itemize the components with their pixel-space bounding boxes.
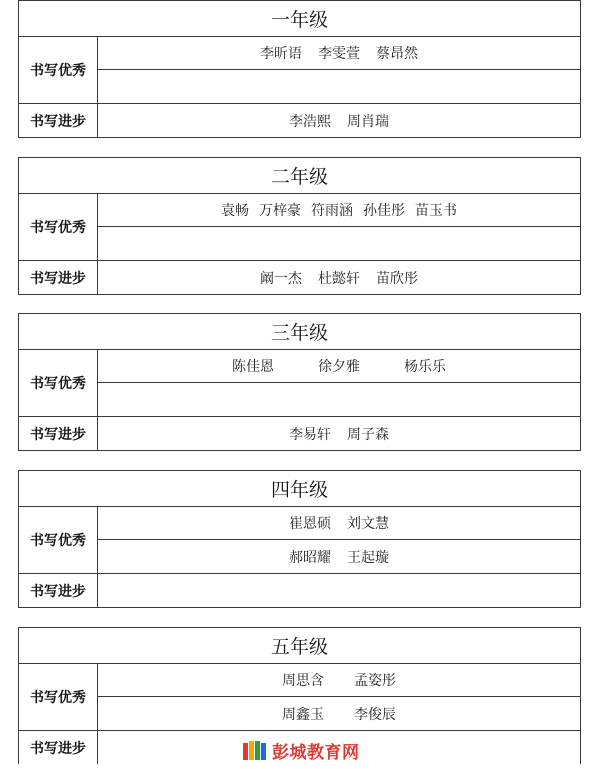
row-label: 书写优秀: [19, 37, 98, 103]
name-lines: [98, 664, 580, 730]
book-logo-icon: [242, 740, 268, 762]
name-lines: [98, 261, 580, 294]
grade-title: 五年级: [19, 628, 580, 664]
student-name: 周子森: [347, 426, 389, 443]
empty-line: [98, 70, 580, 103]
student-name: 周肖瑞: [347, 113, 389, 130]
student-name: 李易轩: [289, 426, 331, 443]
grade-section: [18, 470, 581, 608]
student-name: 李雯萱: [318, 46, 360, 62]
excellent-row: [19, 194, 580, 261]
excellent-row: [19, 350, 580, 417]
empty-line: [98, 383, 580, 416]
watermark-text: 彭城教育网: [272, 743, 360, 763]
name-line: [98, 417, 580, 450]
book-logo-orange: [249, 741, 254, 760]
watermark: [242, 738, 360, 763]
progress-row: [19, 574, 580, 607]
excellent-row: [19, 37, 580, 104]
student-name: 王起璇: [347, 549, 389, 566]
name-lines: [98, 37, 580, 103]
row-label: 书写优秀: [19, 350, 98, 416]
empty-line: [98, 574, 580, 607]
row-label: 书写优秀: [19, 664, 98, 730]
row-label: 书写优秀: [19, 194, 98, 260]
student-name: 李浩熙: [289, 113, 331, 130]
row-label: 书写进步: [19, 574, 98, 607]
row-label: 书写进步: [19, 261, 98, 294]
student-name: 孟姿彤: [354, 673, 396, 689]
progress-row: [19, 104, 580, 137]
student-name: 阚一杰: [260, 270, 302, 287]
student-name: 蔡昂然: [376, 46, 418, 62]
progress-row: [19, 261, 580, 294]
student-name: 万梓豪: [259, 203, 301, 219]
student-name: 李俊辰: [354, 706, 396, 723]
name-line: [98, 664, 580, 697]
name-line: [98, 261, 580, 294]
grade-title: 二年级: [19, 158, 580, 194]
student-name: 袁畅: [221, 203, 249, 219]
grade-section: [18, 0, 581, 138]
book-logo-blue: [261, 743, 266, 760]
grade-section: [18, 157, 581, 295]
row-label: 书写优秀: [19, 507, 98, 573]
student-name: 周思含: [282, 673, 324, 689]
student-name: 刘文慧: [347, 516, 389, 532]
name-lines: [98, 417, 580, 450]
excellent-row: [19, 507, 580, 574]
grade-title: 一年级: [19, 1, 580, 37]
student-name: 孙佳彤: [363, 203, 405, 219]
name-line: [98, 194, 580, 227]
name-lines: [98, 194, 580, 260]
student-name: 杜懿轩: [318, 270, 360, 287]
progress-row: [19, 417, 580, 450]
name-line: [98, 350, 580, 383]
grade-title: 三年级: [19, 314, 580, 350]
book-logo-red: [243, 743, 248, 760]
grade-section: [18, 313, 581, 451]
name-lines: [98, 104, 580, 137]
student-name: 郝昭耀: [289, 549, 331, 566]
student-name: 杨乐乐: [404, 359, 446, 375]
excellent-row: [19, 664, 580, 731]
name-line: [98, 540, 580, 573]
empty-line: [98, 227, 580, 260]
student-name: 周鑫玉: [282, 706, 324, 723]
student-name: 崔恩硕: [289, 516, 331, 532]
name-lines: [98, 574, 580, 607]
student-name: 徐夕雅: [318, 359, 360, 375]
row-label: 书写进步: [19, 417, 98, 450]
student-name: 李昕语: [260, 46, 302, 62]
row-label: 书写进步: [19, 731, 98, 764]
student-name: 苗欣彤: [376, 270, 418, 287]
grade-title: 四年级: [19, 471, 580, 507]
row-label: 书写进步: [19, 104, 98, 137]
name-line: [98, 697, 580, 730]
name-line: [98, 507, 580, 540]
student-name: 陈佳恩: [232, 359, 274, 375]
name-lines: [98, 507, 580, 573]
book-logo-green: [255, 741, 260, 760]
student-name: 苗玉书: [415, 203, 457, 219]
name-lines: [98, 350, 580, 416]
name-line: [98, 37, 580, 70]
student-name: 符雨涵: [311, 203, 353, 219]
name-line: [98, 104, 580, 137]
